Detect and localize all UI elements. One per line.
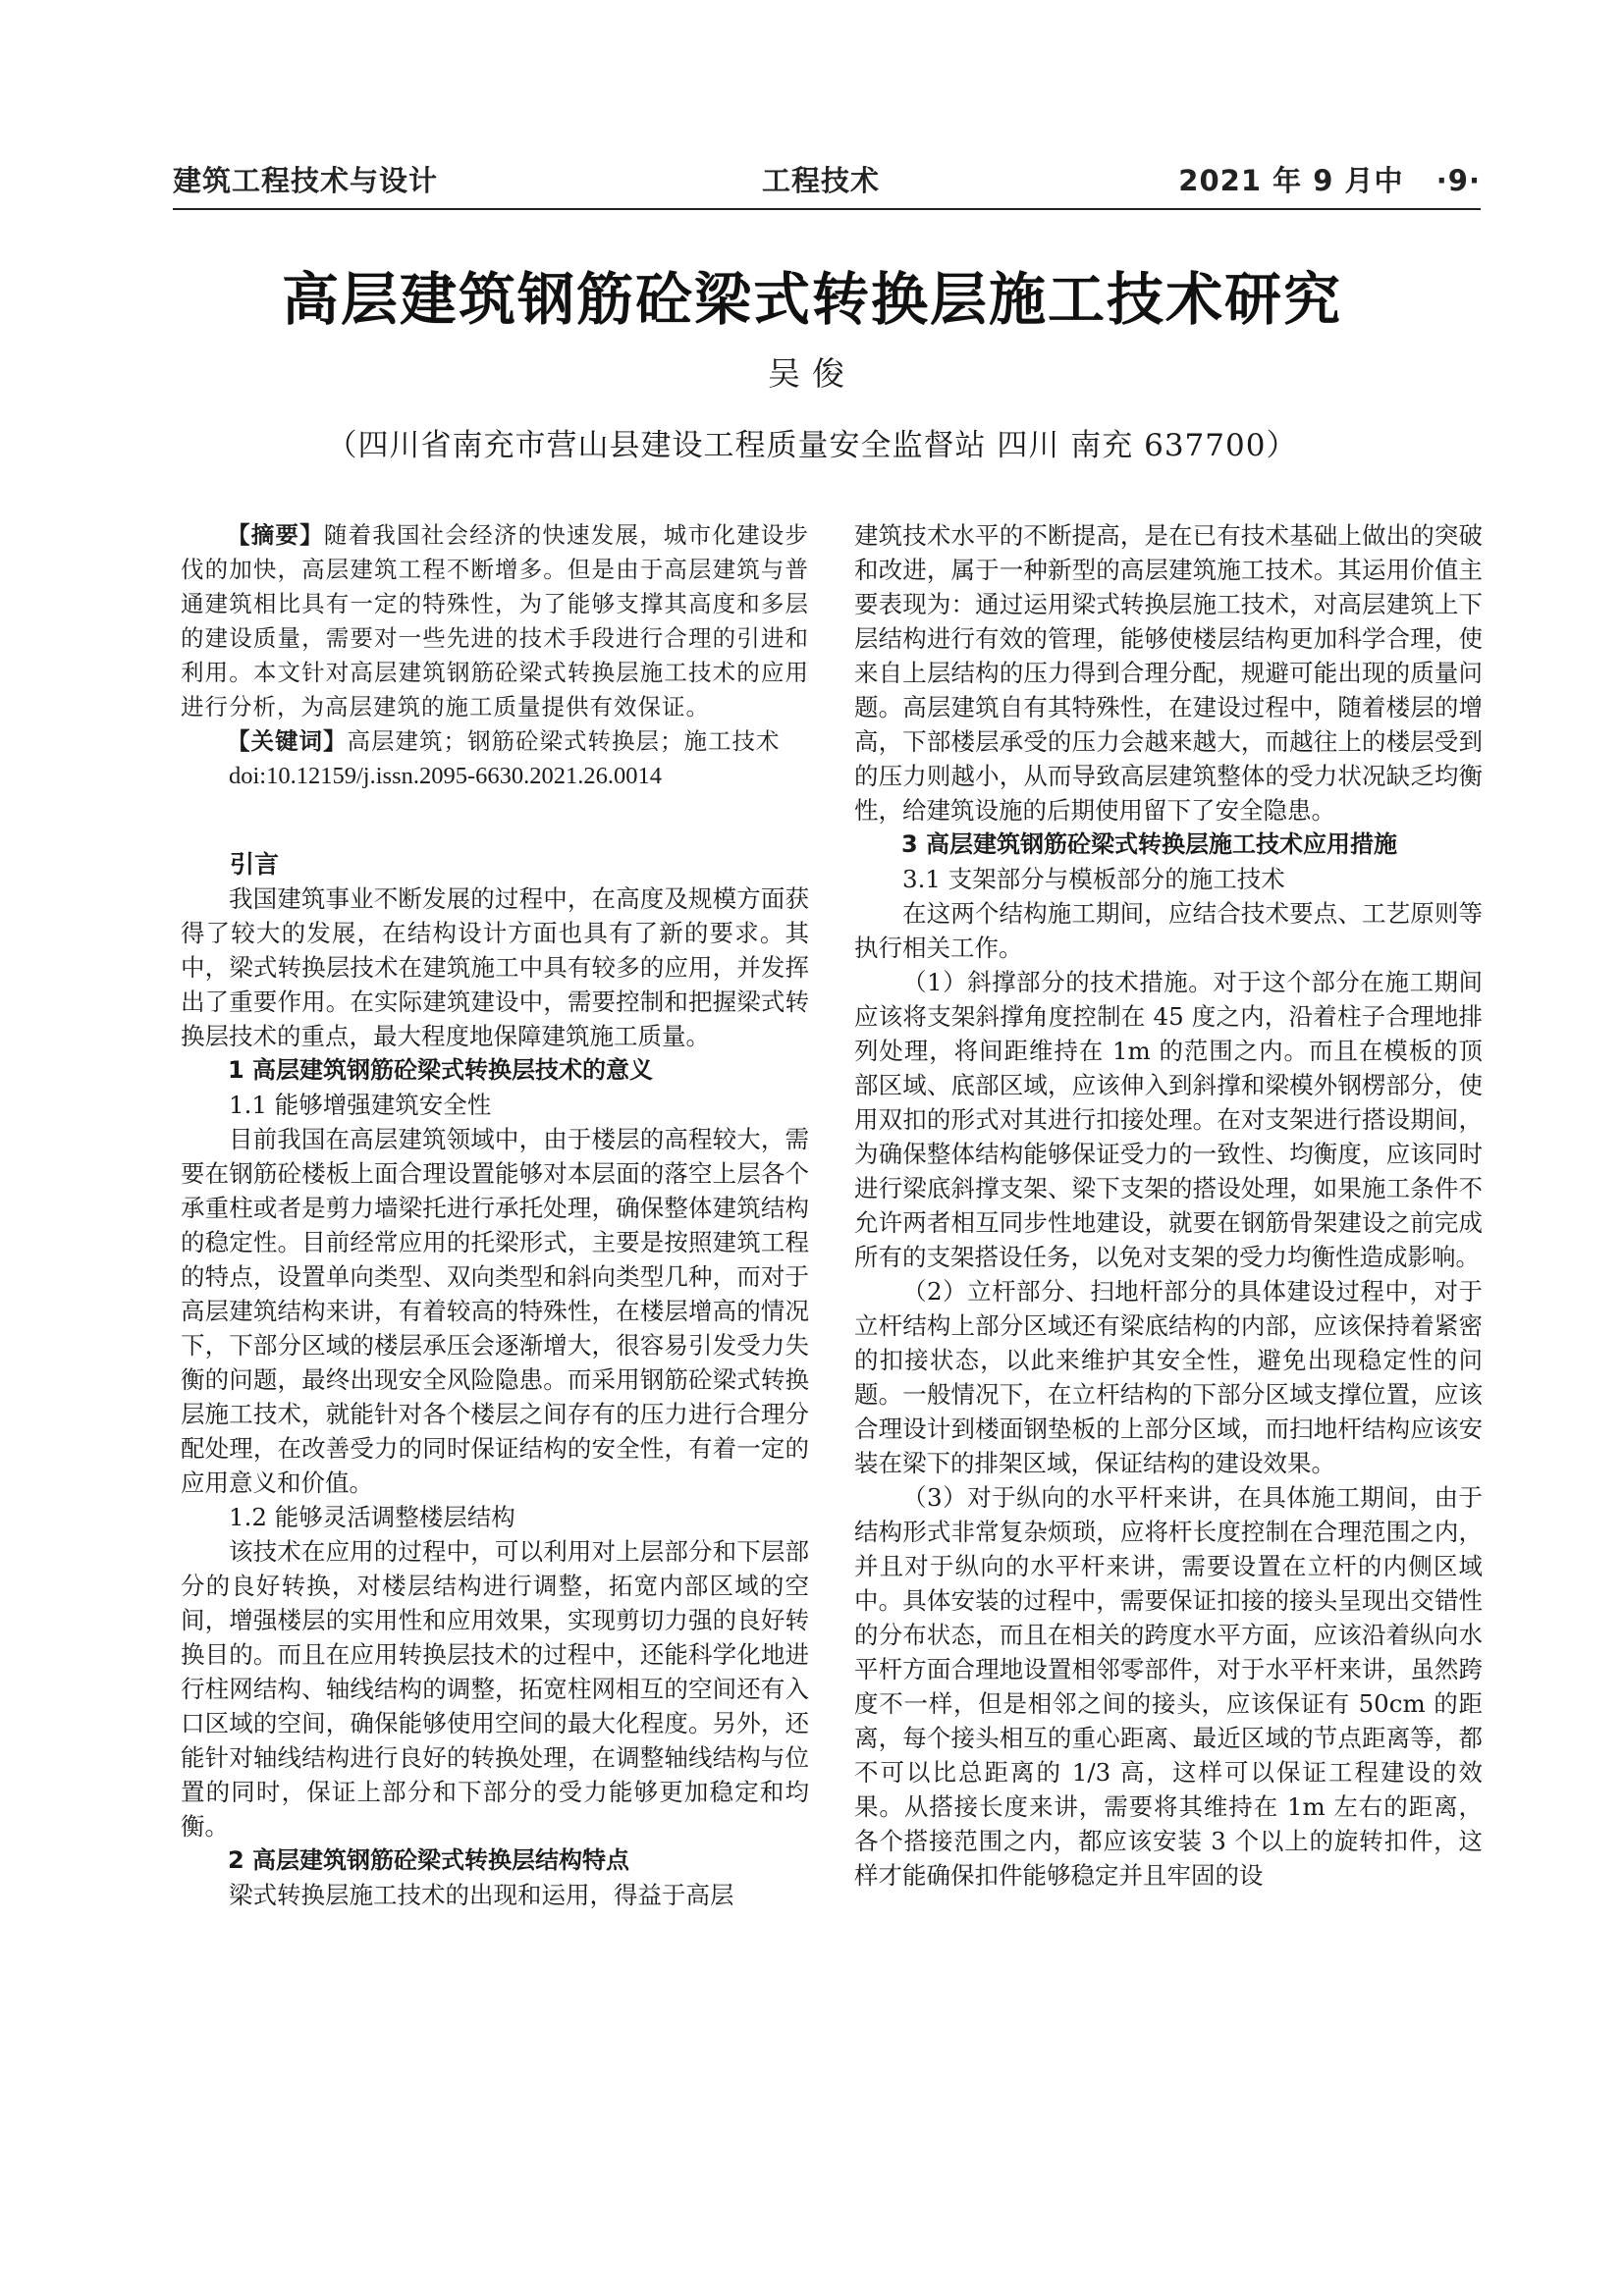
keywords-label: 【关键词】: [227, 727, 348, 755]
measure-2-paragraph: （2）立杆部分、扫地杆部分的具体建设过程中，对于立杆结构上部分区域还有梁底结构的内部，应该保持着紧密的扣接状态，以此来维护其安全性，避免出现稳定性的问题。一般情况下，在立杆结构的下部分区域支撑位置，应该合理设计到楼面钢垫板的上部分区域，而扫地杆结构应该安装在梁下的排架区域，保证结构的建设效果。: [854, 1277, 1483, 1477]
section-1-1-paragraph: 目前我国在高层建筑领域中，由于楼层的高程较大，需要在钢筋砼楼板上面合理设置能够对本层面的落空上层各个承重柱或者是剪力墙梁托进行承托处理，确保整体建筑结构的稳定性。目前经常应用的托梁形式，主要是按照建筑工程的特点，设置单向类型、双向类型和斜向类型几种，而对于高层建筑结构来讲，有着较高的特殊性，在楼层增高的情况下，下部分区域的楼层承压会逐渐增大，很容易引发受力失衡的问题，最终出现安全风险隐患。而采用钢筋砼梁式转换层施工技术，就能针对各个楼层之间存有的压力进行合理分配处理，在改善受力的同时保证结构的安全性，有着一定的应用意义和价值。: [181, 1125, 809, 1497]
keywords-text: 高层建筑；钢筋砼梁式转换层；施工技术: [347, 727, 781, 755]
doi: doi:10.12159/j.issn.2095-6630.2021.26.0014: [229, 763, 663, 789]
article-title: 高层建筑钢筋砼梁式转换层施工技术研究: [281, 266, 1342, 333]
running-head: [173, 149, 1481, 210]
journal-name: 建筑工程技术与设计: [173, 164, 439, 197]
section-1-2-heading: 1.2 能够灵活调整楼层结构: [229, 1503, 515, 1531]
section-3-heading: 3 高层建筑钢筋砼梁式转换层施工技术应用措施: [901, 830, 1398, 858]
issue-date: 2021 年 9 月中: [1178, 164, 1404, 197]
section-1-heading: 1 高层建筑钢筋砼梁式转换层技术的意义: [228, 1056, 654, 1084]
abstract: [181, 518, 809, 724]
intro-paragraph: 我国建筑事业不断发展的过程中，在高度及规模方面获得了较大的发展，在结构设计方面也具有了新的要求。其中，梁式转换层技术在建筑施工中具有较多的应用，并发挥出了重要作用。在实际建筑建设中，需要控制和把握梁式转换层技术的重点，最大程度地保障建筑施工质量。: [181, 884, 809, 1050]
left-column: [181, 518, 809, 1912]
continued-paragraph: 建筑技术水平的不断提高，是在已有技术基础上做出的突破和改进，属于一种新型的高层建筑施工技术。其运用价值主要表现为：通过运用梁式转换层施工技术，对高层建筑上下层结构进行有效的管理，能够使楼层结构更加科学合理，使来自上层结构的压力得到合理分配，规避可能出现的质量问题。高层建筑自有其特殊性，在建设过程中，随着楼层的增高，下部楼层承受的压力会越来越大，而越往上的楼层受到的压力则越小，从而导致高层建筑整体的受力状况缺乏均衡性，给建筑设施的后期使用留下了安全隐患。: [854, 521, 1483, 825]
author-name: 吴俊: [768, 354, 856, 393]
keywords: [181, 724, 809, 759]
issue-page: [1178, 159, 1481, 199]
page-number: ·9·: [1435, 164, 1481, 197]
section-1-2-paragraph: 该技术在应用的过程中，可以利用对上层部分和下层部分的良好转换，对楼层结构进行调整，拓宽内部区域的空间，增强楼层的实用性和应用效果，实现剪切力强的良好转换目的。而且在应用转换层技术的过程中，还能科学化地进行柱网结构、轴线结构的调整，拓宽柱网相互的空间还有入口区域的空间，确保能够使用空间的最大化程度。另外，还能针对轴线结构进行良好的转换处理，在调整轴线结构与位置的同时，保证上部分和下部分的受力能够更加稳定和均衡。: [181, 1537, 809, 1841]
right-column: [854, 518, 1483, 1893]
measure-1-paragraph: （1）斜撑部分的技术措施。对于这个部分在施工期间应该将支架斜撑角度控制在 45 度之内，沿着柱子合理地排列处理，将间距维持在 1m 的范围之内。而且在模板的顶部区域、底部区域，应该伸入到斜撑和梁模外钢楞部分，使用双扣的形式对其进行扣接处理。在对支架进行搭设期间，为确保整体结构能够保证受力的一致性、均衡度，应该同时进行梁底斜撑支架、梁下支架的搭设处理，如果施工条件不允许两者相互同步性地建设，就要在钢筋骨架建设之前完成所有的支架搭设任务，以免对支架的受力均衡性造成影响。: [854, 968, 1483, 1271]
measure-3-paragraph: （3）对于纵向的水平杆来讲，在具体施工期间，由于结构形式非常复杂烦琐，应将杆长度控制在合理范围之内，并且对于纵向的水平杆来讲，需要设置在立杆的内侧区域中。具体安装的过程中，需要保证扣接的接头呈现出交错性的分布状态，而且在相关的跨度水平方面，应该沿着纵向水平杆方面合理地设置相邻零部件，对于水平杆来讲，虽然跨度不一样，但是相邻之间的接头，应该保证有 50cm 的距离，每个接头相互的重心距离、最近区域的节点距离等，都不可以比总距离的 1/3 高，这样可以保证工程建设的效果。从搭接长度来讲，需要将其维持在 1m 左右的距离，各个搭接范围之内，都应该安装 3 个以上的旋转扣件，这样才能确保扣件能够稳定并且牢固的设: [854, 1483, 1483, 1890]
section-2-paragraph: 梁式转换层施工技术的出现和运用，得益于高层: [229, 1881, 734, 1909]
abstract-label: 【摘要】: [227, 521, 324, 549]
section-3-1-heading: 3.1 支架部分与模板部分的施工技术: [902, 865, 1285, 893]
section-2-heading: 2 高层建筑钢筋砼梁式转换层结构特点: [228, 1846, 630, 1874]
section-3-1-paragraph: 在这两个结构施工期间，应结合技术要点、工艺原则等执行相关工作。: [854, 899, 1483, 962]
abstract-text: 随着我国社会经济的快速发展，城市化建设步伐的加快，高层建筑工程不断增多。但是由于高层建筑与普通建筑相比具有一定的特殊性，为了能够支撑其高度和多层的建设质量，需要对一些先进的技术手段进行合理的引进和利用。本文针对高层建筑钢筋砼梁式转换层施工技术的应用进行分析，为高层建筑的施工质量提供有效保证。: [181, 521, 810, 721]
section-1-1-heading: 1.1 能够增强建筑安全性: [229, 1091, 492, 1119]
intro-heading: 引言: [230, 850, 280, 879]
section-name: 工程技术: [762, 164, 881, 197]
author-affiliation: （四川省南充市营山县建设工程质量安全监督站 四川 南充 637700）: [326, 428, 1298, 463]
